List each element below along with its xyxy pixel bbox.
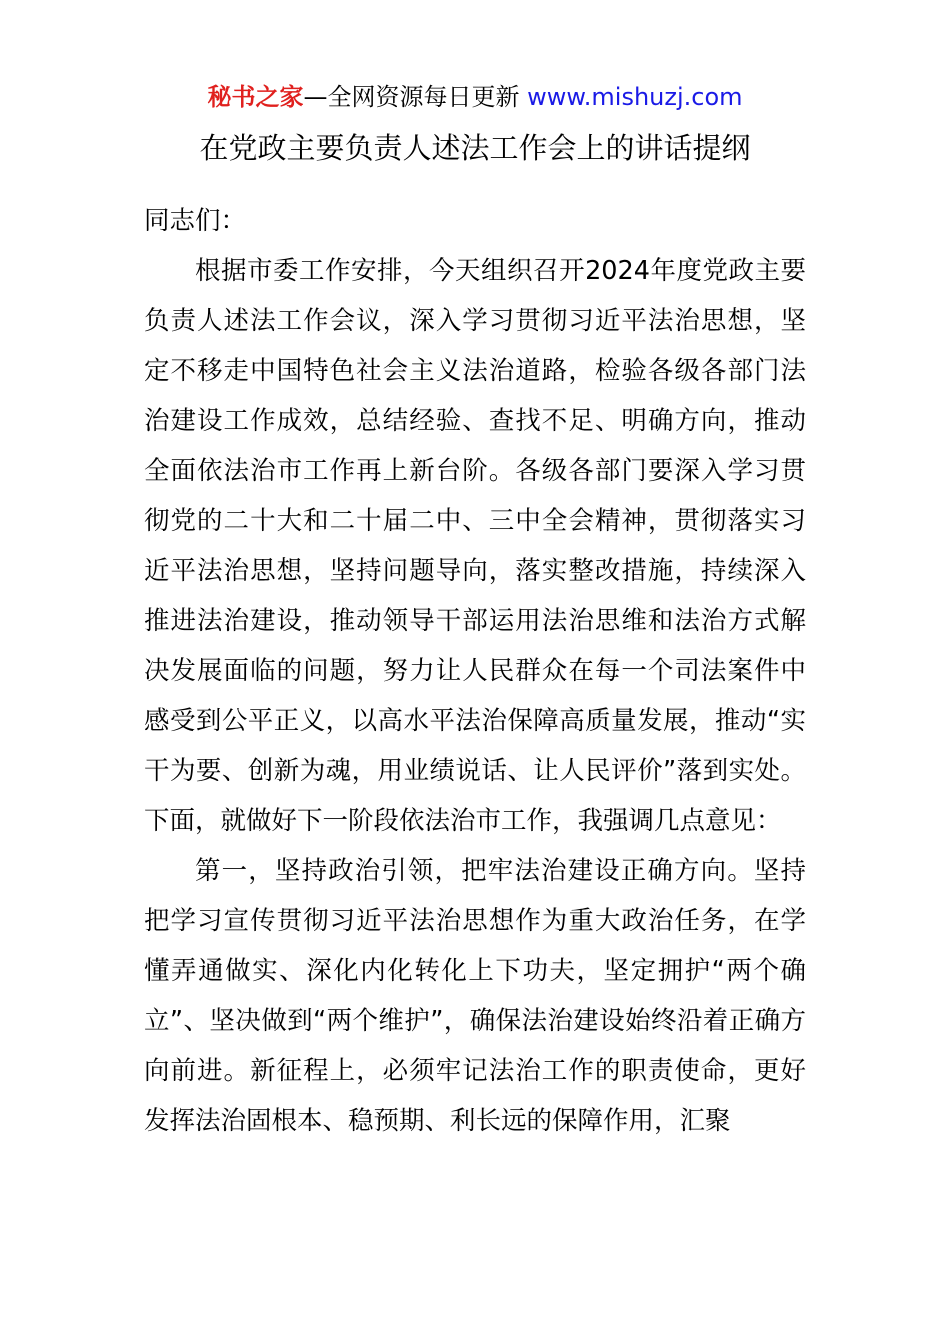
salutation: 同志们： (144, 206, 247, 236)
paragraph-first-point: 第一，坚持政治引领，把牢法治建设正确方向。坚持把学习宣传贯彻习近平法治思想作为重大政治任务，在学懂弄通做实、深化内化转化上下功夫，坚定拥护“两个确立”、坚决做到“两个维护”，确保法治建设始终沿着正确方向前进。新征程上，必须牢记法治工作的职责使命，更好发挥法治固根本、稳预期、利长远的保障作用，汇聚 (144, 856, 806, 1136)
brand-name: 秘书之家 (207, 83, 304, 111)
document-body (144, 196, 806, 1146)
paragraph-intro: 根据市委工作安排，今天组织召开2024年度党政主要负责人述法工作会议，深入学习贯彻习近平法治思想，坚定不移走中国特色社会主义法治道路，检验各级各部门法治建设工作成效，总结经验、查找不足、明确方向，推动全面依法治市工作再上新台阶。各级各部门要深入学习贯彻党的二十大和二十届二中、三中全会精神，贯彻落实习近平法治思想，坚持问题导向，落实整改措施，持续深入推进法治建设，推动领导干部运用法治思维和法治方式解决发展面临的问题，努力让人民群众在每一个司法案件中感受到公平正义，以高水平法治保障高质量发展，推动“实干为要、创新为魂，用业绩说话、让人民评价”落到实处。下面，就做好下一阶段依法治市工作，我强调几点意见： (144, 256, 806, 836)
site-url-link[interactable]: www.mishuzj.com (527, 83, 743, 111)
document-title: 在党政主要负责人述法工作会上的讲话提纲 (199, 131, 751, 165)
header-tagline: —全网资源每日更新 (303, 83, 520, 111)
site-header (0, 80, 950, 114)
